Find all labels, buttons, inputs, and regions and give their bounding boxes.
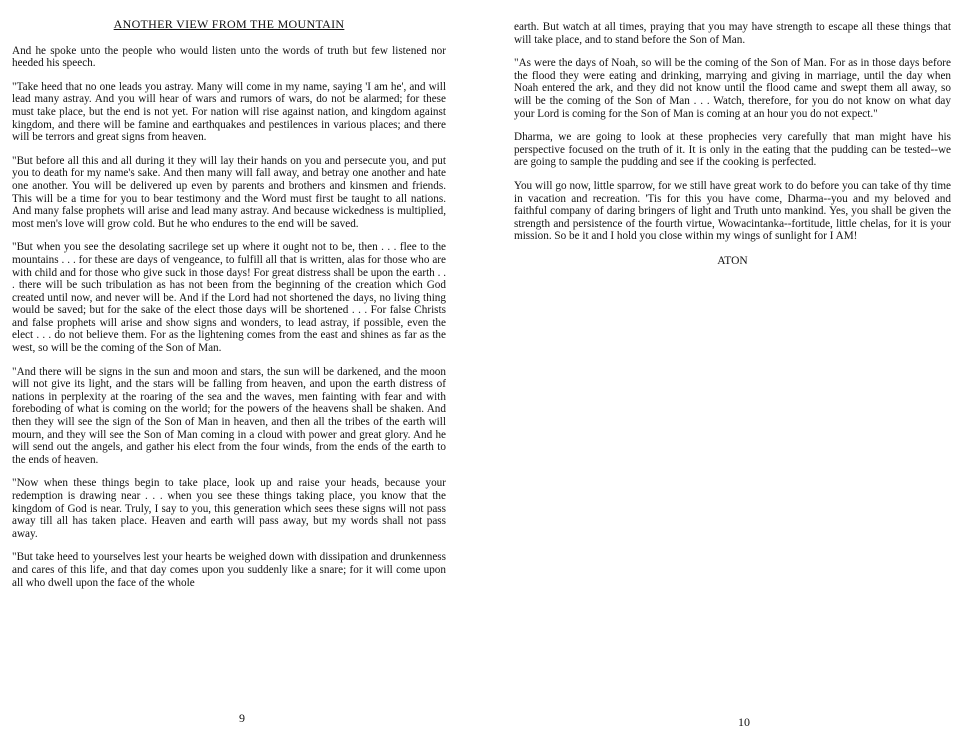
paragraph: "And there will be signs in the sun and moon and stars, the sun will be darkened, and the moon will not give its light, and the stars will be falling from heaven, and upon the earth distress of nations in perplexity at the roaring of the sea and the waves, men fainting with fear and with foreboding of what is coming on the world; for the powers of the heavens shall be shaken. And then they will see the sign of the Son of Man in heaven, and then all the tribes of the earth will mourn, and they will see the Son of Man coming in a cloud with power and great glory. And he will send out the angels, and gather his elect from the four winds, from the ends of the earth to the ends of heaven. bbox=[12, 365, 446, 466]
paragraph: "Now when these things begin to take place, look up and raise your heads, because your redemption is drawing near . . . when you see these things taking place, you know that the kingdom of God is near. Truly, I say to you, this generation which sees these signs will not pass away till all has taken place. Heaven and earth will pass away, but my words shall not pass away. bbox=[12, 477, 446, 540]
paragraph: "Take heed that no one leads you astray. Many will come in my name, saying 'I am he', and will lead many astray. And you will hear of wars and rumors of wars, do not be alarmed; for these must take place, but the end is not yet. For nation will rise against nation, and kingdom against kingdom, and there will be famine and earthquakes and pestilences in various places; and there will be terrors and great signs from heaven. bbox=[12, 80, 446, 144]
paragraph: "But take heed to yourselves lest your hearts be weighed down with dissipation and drunkenness and cares of this life, and that day comes upon you suddenly like a snare; for it will come upon all who dwell upon the face of the whole bbox=[12, 551, 446, 589]
paragraph: Dharma, we are going to look at these prophecies very carefully that man might have his perspective focused on the truth of it. It is only in the eating that the pudding can be tested--we are going to sample the pudding and see if the cooking is perfected. bbox=[514, 131, 951, 169]
paragraph: You will go now, little sparrow, for we still have great work to do before you can take of thy time in vacation and recreation. 'Tis for this you have come, Dharma--you and my beloved and faithful company of daring bringers of light and Truth unto mankind. Yes, you shall be given the strength and persistence of the fourth virtue, Wowacintanka--fortitude, little chelas, for it is your mission. So be it and I hold you close within my wings of sunlight for I AM! bbox=[514, 179, 951, 243]
paragraph: And he spoke unto the people who would listen unto the words of truth but few listened nor heeded his speech. bbox=[12, 44, 446, 70]
paragraph: "As were the days of Noah, so will be the coming of the Son of Man. For as in those days before the flood they were eating and drinking, marrying and giving in marriage, until the day when Noah entered the ark, and they did not know until the flood came and swept them all away, so will be the coming of the Son of Man . . . Watch, therefore, for you do not know on what day your Lord is coming for the Son of Man is coming at an hour you do not expect." bbox=[514, 57, 951, 120]
chapter-title: ANOTHER VIEW FROM THE MOUNTAIN bbox=[113, 17, 345, 31]
paragraph: "But before all this and all during it they will lay their hands on you and persecute you, and put you to death for my name's sake. And then many will fall away, and betray one another and hate one another. You will be delivered up even by parents and brothers and kinsmen and friends. This will be a time for you to bear testimony and the Word must first be taught to all nations. And many false prophets will arise and lead many astray. And because wickedness is multiplied, most men's love will grow cold. But he who endures to the end will be saved. bbox=[12, 154, 446, 230]
paragraph: "But when you see the desolating sacrilege set up where it ought not to be, then . . . flee to the mountains . . . for these are days of vengeance, to fulfill all that is written, alas for those who are with child and for those who give suck in those days! For great distress shall be upon the earth . . . there will be such tribulation as has not been from the beginning of the creation which God created until now, and never will be. And if the Lord had not shortened the days, no living thing would be saved; but for the sake of the elect those days will be shortened . . . For false Christs and false prophets will arise and show signs and wonders, to lead astray, if possible, even the elect . . . do not believe them. For as the lightening comes from the east and shines as far as the west, so will be the coming of the Son of Man. bbox=[12, 241, 446, 355]
paragraph: earth. But watch at all times, praying that you may have strength to escape all these things that will take place, and to stand before the Son of Man. bbox=[514, 21, 951, 46]
page-number-right: 10 bbox=[738, 715, 750, 729]
right-page bbox=[514, 0, 951, 739]
signature: ATON bbox=[717, 254, 748, 267]
left-page bbox=[12, 0, 446, 739]
page-number-left: 9 bbox=[239, 711, 245, 725]
